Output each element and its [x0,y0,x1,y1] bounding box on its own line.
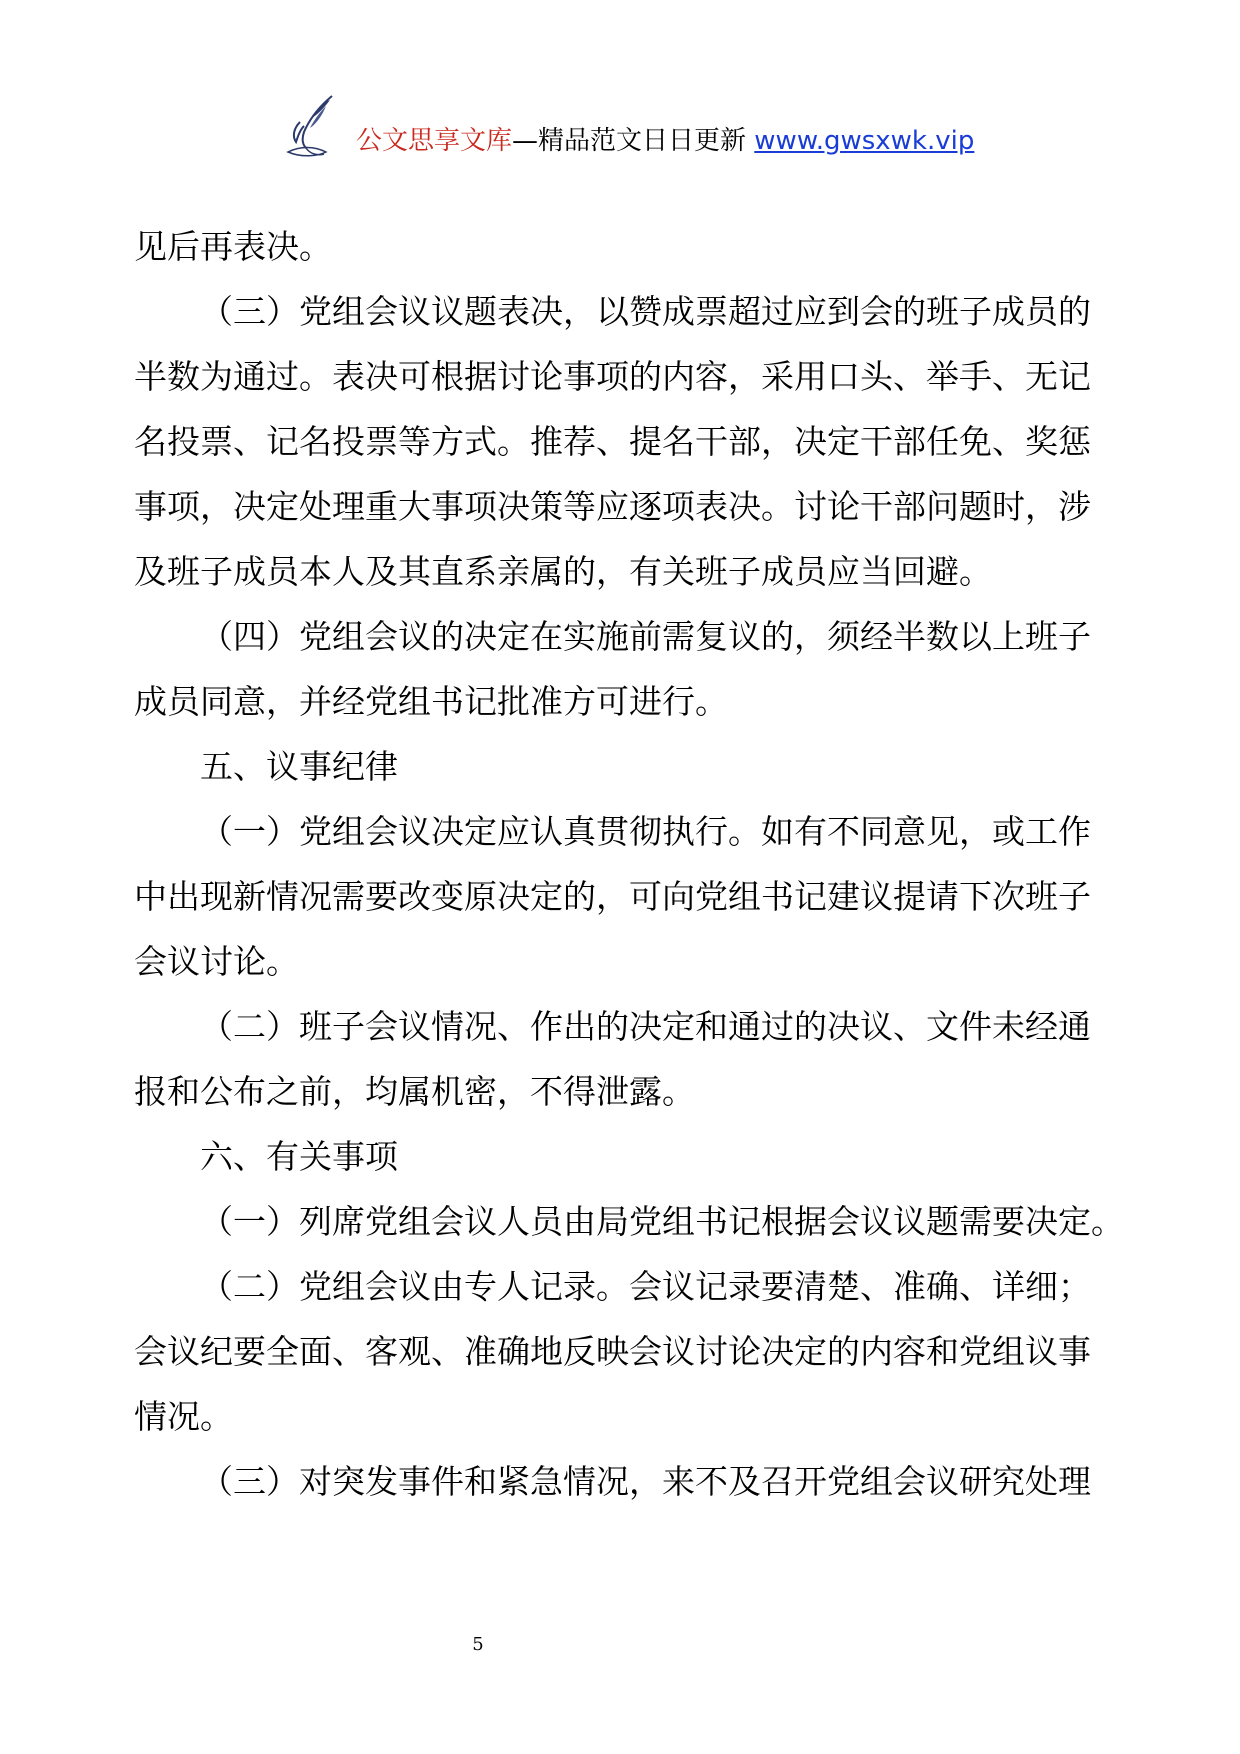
page-number: 5 [472,1634,484,1655]
document-body [134,214,1124,1514]
quill-logo-icon [280,92,350,164]
text-line: （四）党组会议的决定在实施前需复议的，须经半数以上班子 [200,617,1091,656]
text-line: 见后再表决。 [134,227,332,266]
page-header [280,84,1000,164]
text-line: 名投票、记名投票等方式。推荐、提名干部，决定干部任免、奖惩 [134,422,1091,461]
text-line: 半数为通过。表决可根据讨论事项的内容，采用口头、举手、无记 [134,357,1091,396]
text-line: （一）列席党组会议人员由局党组书记根据会议议题需要决定。 [200,1202,1124,1241]
text-line: （一）党组会议决定应认真贯彻执行。如有不同意见，或工作 [200,812,1091,851]
site-link[interactable]: www.gwsxwk.vip [754,126,975,156]
text-line: 及班子成员本人及其直系亲属的，有关班子成员应当回避。 [134,552,992,591]
header-slogan: —精品范文日日更新 [512,126,747,156]
text-line: 中出现新情况需要改变原决定的，可向党组书记建议提请下次班子 [134,877,1091,916]
text-line: 报和公布之前，均属机密，不得泄露。 [134,1072,695,1111]
text-line: 成员同意，并经党组书记批准方可进行。 [134,682,728,721]
section-heading: 六、有关事项 [200,1137,398,1176]
text-line: （三）党组会议议题表决，以赞成票超过应到会的班子成员的 [200,292,1091,331]
text-line: 会议纪要全面、客观、准确地反映会议讨论决定的内容和党组议事 [134,1332,1091,1371]
text-line: （二）班子会议情况、作出的决定和通过的决议、文件未经通 [200,1007,1091,1046]
header-text [356,126,974,164]
section-heading: 五、议事纪律 [200,747,398,786]
brand-name: 公文思享文库 [356,126,513,156]
text-line: （三）对突发事件和紧急情况，来不及召开党组会议研究处理 [200,1462,1091,1501]
text-line: （二）党组会议由专人记录。会议记录要清楚、准确、详细； [200,1267,1091,1306]
text-line: 事项，决定处理重大事项决策等应逐项表决。讨论干部问题时，涉 [134,487,1091,526]
text-line: 情况。 [134,1397,233,1436]
text-line: 会议讨论。 [134,942,299,981]
